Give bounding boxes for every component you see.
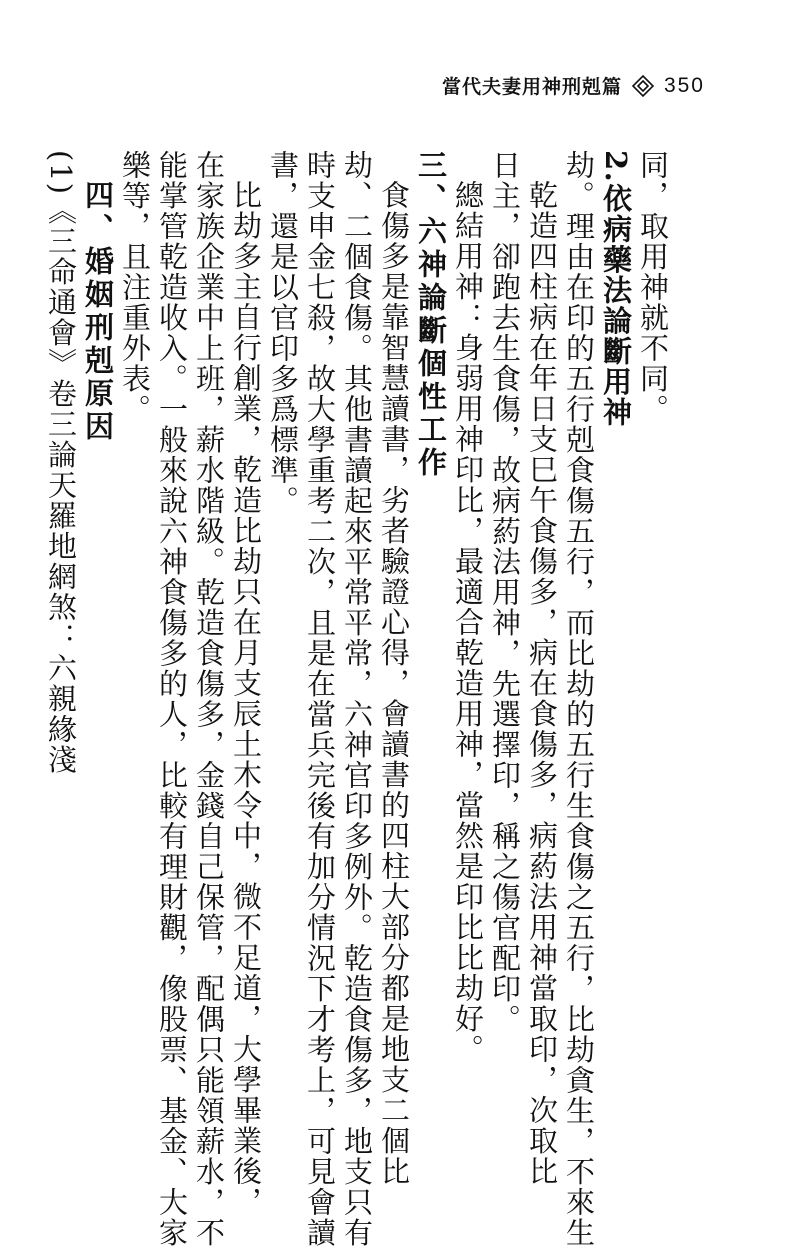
text-line-summary: 總結用神：身弱用神印比，最適合乾造用神，當然是印比比劫好。 (451, 180, 485, 1065)
running-header (442, 72, 705, 99)
text-line-1: 同，取用神就不同。 (636, 150, 670, 425)
subheading-method: 2.依病藥法論斷用神 (599, 150, 633, 428)
text-line-11: 書，還是以官印多爲標準。 (266, 150, 300, 516)
text-line-3: 劫。理由在印的五行剋食傷五行，而比劫的五行生食傷之五行，比劫貪生，不來生 (562, 150, 596, 1248)
text-line-12: 比劫多主自行創業，乾造比劫只在月支辰土木令中，微不足道，大學畢業後， (229, 180, 263, 1217)
text-line-10: 時支申金七殺，故大學重考二次，且是在當兵完後有加分情況下才考上，可見會讀 (303, 150, 337, 1248)
text-line-15: 樂等，且注重外表。 (118, 150, 152, 425)
text-line-13: 在家族企業中上班，薪水階級。乾造食傷多，金錢自己保管，配偶只能領薪水，不 (192, 150, 226, 1248)
section-heading-three: 三、六神論斷個性工作 (414, 150, 448, 480)
page-number: 350 (663, 73, 705, 97)
text-line-17: (1)《三命通會》卷三論天羅地網煞：六親緣淺 (44, 150, 78, 776)
diamond-ornament-icon (632, 75, 654, 97)
section-heading-four: 四、婚姻刑剋原因 (81, 180, 115, 444)
text-line-14: 能掌管乾造收入。一般來說六神食傷多的人，比較有理財觀，像股票、基金、大家 (155, 150, 189, 1248)
header-title: 當代夫妻用神刑剋篇 (441, 76, 622, 98)
text-line-9: 劫、二個食傷。其他書讀起來平常平常，六神官印多例外。乾造食傷多，地支只有 (340, 150, 374, 1248)
text-line-8: 食傷多是靠智慧讀書，劣者驗證心得，會讀書的四柱大部分都是地支二個比 (377, 180, 411, 1187)
text-line-5: 日主，卻跑去生食傷，故病葯法用神，先選擇印，稱之傷官配印。 (488, 150, 522, 1035)
text-line-4: 乾造四柱病在年日支巳午食傷多，病在食傷多，病葯法用神當取印，次取比 (525, 180, 559, 1187)
